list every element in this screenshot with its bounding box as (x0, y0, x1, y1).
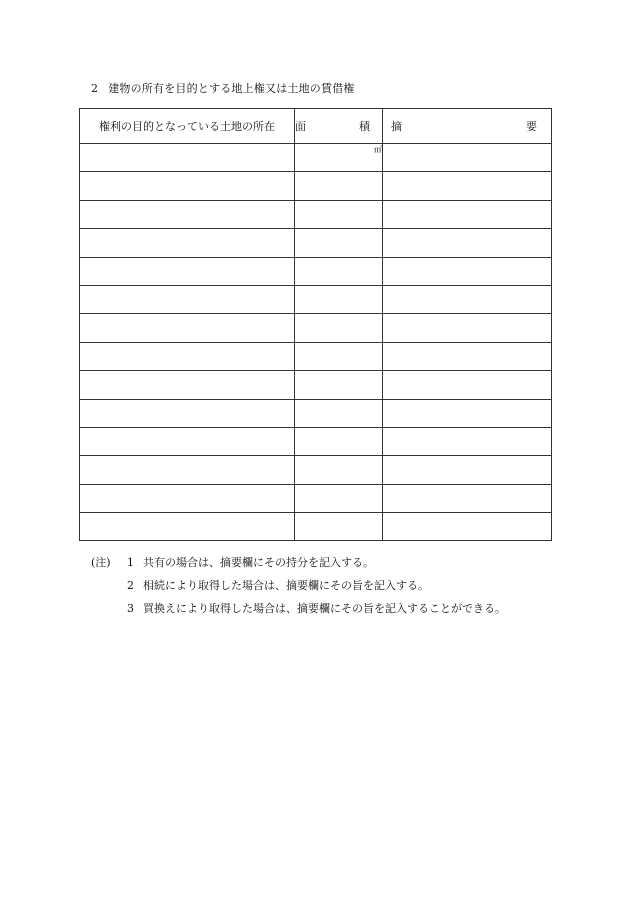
header-summary-char-1: 摘 (391, 120, 402, 133)
summary-cell[interactable] (383, 342, 552, 370)
summary-cell[interactable] (383, 172, 552, 200)
table-row (80, 427, 552, 455)
summary-cell[interactable] (383, 257, 552, 285)
area-cell[interactable] (295, 285, 383, 313)
note-text: 買換えにより取得した場合は、摘要欄にその旨を記入することができる。 (143, 602, 506, 615)
location-cell[interactable] (80, 285, 295, 313)
location-cell[interactable] (80, 314, 295, 342)
notes-lead: (注) (91, 556, 111, 569)
area-cell[interactable] (295, 229, 383, 257)
summary-cell[interactable] (383, 200, 552, 228)
summary-cell[interactable] (383, 285, 552, 313)
area-cell[interactable] (295, 456, 383, 484)
table-row (80, 456, 552, 484)
table-body (80, 144, 552, 541)
location-cell[interactable] (80, 513, 295, 541)
note-item (91, 597, 506, 620)
summary-cell[interactable] (383, 399, 552, 427)
table-row (80, 513, 552, 541)
location-cell[interactable] (80, 144, 295, 172)
table-row (80, 285, 552, 313)
table-row (80, 484, 552, 512)
location-cell[interactable] (80, 172, 295, 200)
table-row (80, 399, 552, 427)
area-cell[interactable] (295, 314, 383, 342)
header-area-char-1: 面 (295, 120, 306, 133)
header-area-char-2: 積 (359, 120, 370, 133)
area-unit-label: ㎡ (374, 145, 382, 154)
table-row (80, 371, 552, 399)
area-cell[interactable] (295, 484, 383, 512)
area-cell[interactable] (295, 371, 383, 399)
area-cell[interactable] (295, 427, 383, 455)
area-cell[interactable] (295, 399, 383, 427)
note-number: 3 (127, 602, 134, 615)
note-number: 1 (127, 556, 134, 569)
table-row (80, 342, 552, 370)
area-cell[interactable] (295, 513, 383, 541)
header-land-location: 権利の目的となっている土地の所在 (80, 109, 295, 144)
area-cell[interactable] (295, 144, 383, 172)
table-row (80, 200, 552, 228)
summary-cell[interactable] (383, 314, 552, 342)
location-cell[interactable] (80, 427, 295, 455)
note-text: 相続により取得した場合は、摘要欄にその旨を記入する。 (143, 579, 429, 592)
table-header-row (80, 109, 552, 144)
summary-cell[interactable] (383, 484, 552, 512)
area-cell[interactable] (295, 257, 383, 285)
location-cell[interactable] (80, 399, 295, 427)
table-row (80, 229, 552, 257)
table-row (80, 314, 552, 342)
area-cell[interactable] (295, 342, 383, 370)
note-text: 共有の場合は、摘要欄にその持分を記入する。 (143, 556, 374, 569)
summary-cell[interactable] (383, 229, 552, 257)
location-cell[interactable] (80, 257, 295, 285)
location-cell[interactable] (80, 456, 295, 484)
note-item (91, 574, 506, 597)
note-item (91, 551, 506, 574)
summary-cell[interactable] (383, 371, 552, 399)
table-row (80, 144, 552, 172)
summary-cell[interactable] (383, 456, 552, 484)
leasehold-table (79, 108, 552, 541)
location-cell[interactable] (80, 371, 295, 399)
location-cell[interactable] (80, 342, 295, 370)
table-row (80, 257, 552, 285)
summary-cell[interactable] (383, 513, 552, 541)
header-summary (383, 109, 552, 144)
notes-section (91, 551, 506, 620)
section-heading (91, 80, 355, 96)
section-title: 建物の所有を目的とする地上権又は土地の賃借権 (108, 82, 355, 95)
area-cell[interactable] (295, 172, 383, 200)
header-summary-char-2: 要 (526, 120, 537, 133)
summary-cell[interactable] (383, 144, 552, 172)
location-cell[interactable] (80, 484, 295, 512)
summary-cell[interactable] (383, 427, 552, 455)
area-cell[interactable] (295, 200, 383, 228)
note-number: 2 (127, 579, 134, 592)
table-row (80, 172, 552, 200)
location-cell[interactable] (80, 200, 295, 228)
section-number: 2 (91, 82, 99, 95)
header-area (295, 109, 383, 144)
location-cell[interactable] (80, 229, 295, 257)
